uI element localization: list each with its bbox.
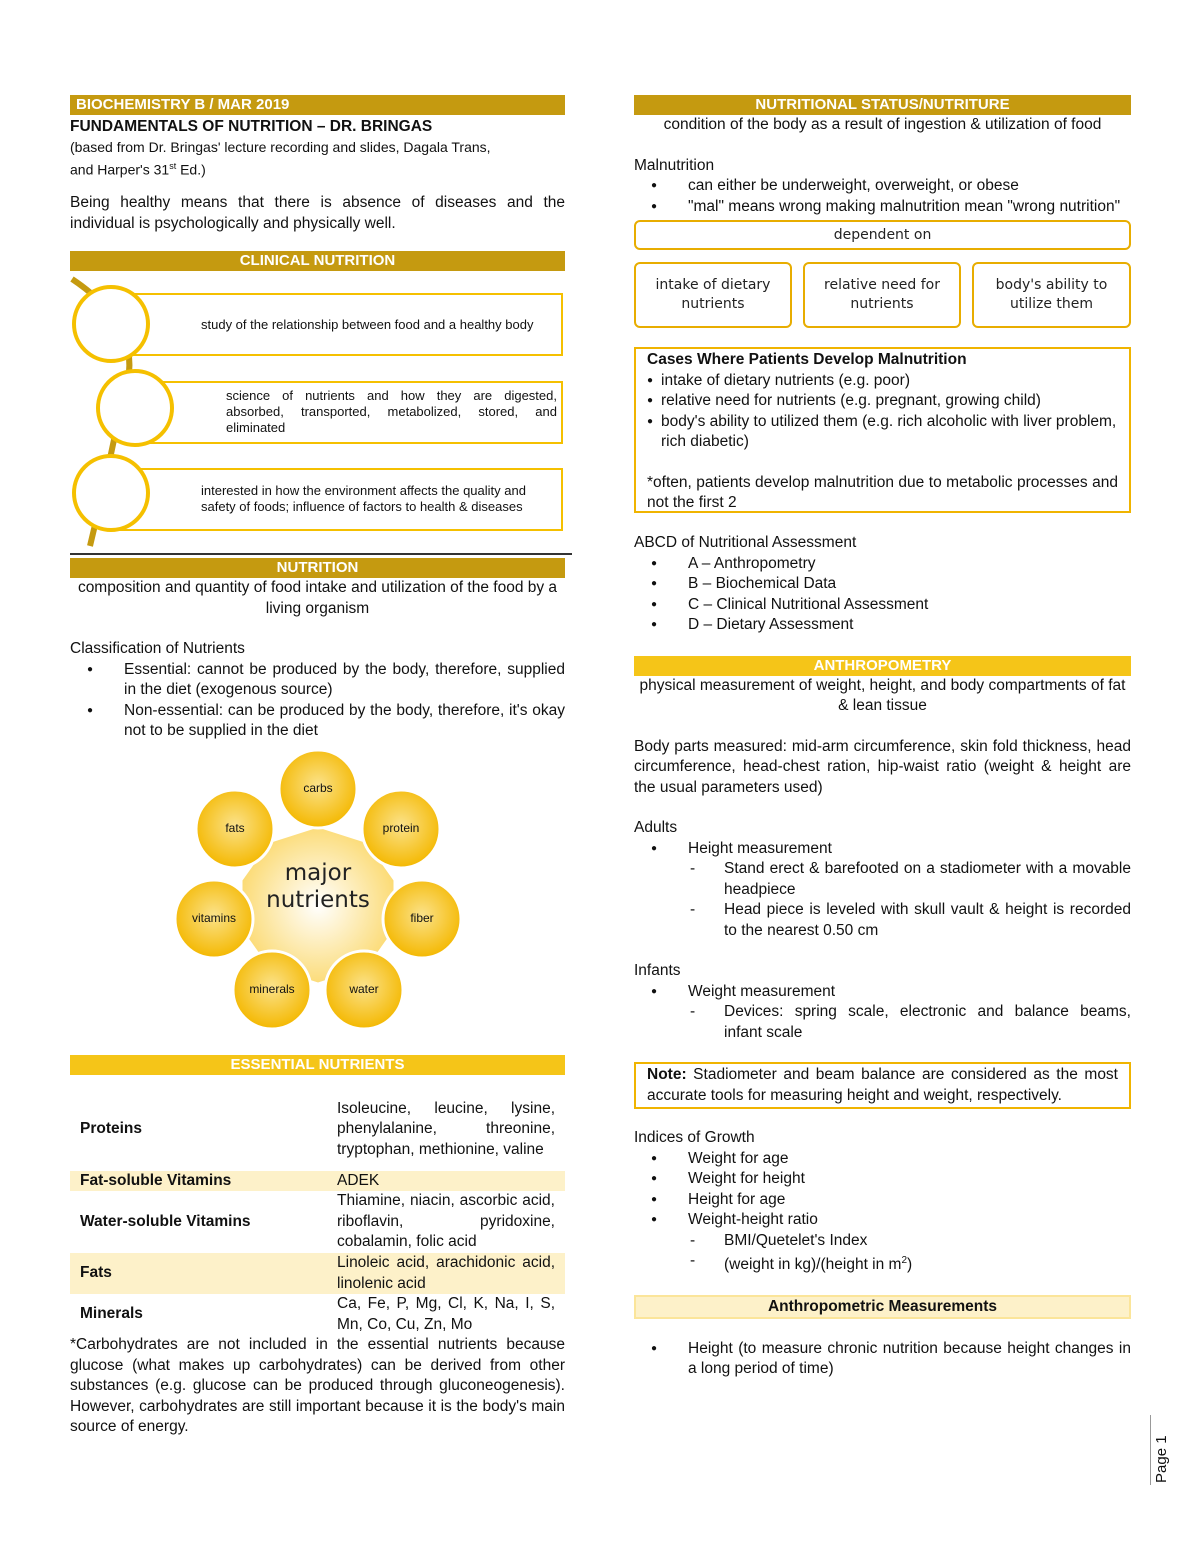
clinical-nutrition-header: CLINICAL NUTRITION	[70, 251, 565, 271]
adults-subitem: - Stand erect & barefooted on a stadiometer with a movable headpiece	[634, 859, 1131, 900]
bmi-formula: (weight in kg)/(height in m	[724, 1256, 902, 1274]
malnutrition-point: ● "mal" means wrong making malnutrition mean "wrong nutrition"	[634, 197, 1131, 218]
class-essential: ● Essential: cannot be produced by the body, therefore, supplied in the diet (exogenous source)	[70, 660, 565, 701]
case-item-text: body's ability to utilized them (e.g. rich alcoholic with liver problem, rich diabetic)	[661, 412, 1117, 450]
table-row	[70, 1171, 565, 1192]
major-nutrients-center: major nutrients	[266, 859, 370, 913]
malnutrition-label: Malnutrition	[634, 156, 715, 174]
petal-carbs: carbs	[303, 780, 333, 795]
note-label: Note:	[647, 1066, 687, 1083]
petal-fats: fats	[225, 820, 245, 835]
row-name: Water-soluble Vitamins	[80, 1212, 251, 1230]
case-item: ● relative need for nutrients (e.g. pregnant, growing child)	[647, 392, 1041, 409]
row-name: Proteins	[80, 1120, 143, 1138]
note-body: Stadiometer and beam balance are considered as the most accurate tools for measuring height and weight, respectively.	[647, 1066, 1118, 1104]
infants-sublist	[634, 1002, 1131, 1043]
infants-label: Infants	[634, 962, 681, 979]
abcd-item: ● B – Biochemical Data	[634, 574, 1131, 595]
cases-note: *often, patients develop malnutrition due to metabolic processes and not the first 2	[647, 473, 1118, 511]
classification-list	[70, 660, 565, 742]
adults-item: ● Height measurement	[634, 839, 1131, 860]
nutrition-definition: composition and quantity of food intake and utilization of the food by a living organism	[77, 579, 558, 617]
clinical-nutrition-diagram	[70, 271, 565, 561]
bmi-formula-end: )	[907, 1256, 913, 1274]
essential-nutrients-table	[70, 1089, 565, 1336]
page-number: Page 1	[1153, 1435, 1170, 1483]
row-name: Fats	[70, 1253, 327, 1294]
anthropometric-measurements-header: Anthropometric Measurements	[634, 1295, 1131, 1319]
case-item-text: relative need for nutrients (e.g. pregnant, growing child)	[661, 392, 1041, 409]
essential-nutrients-header: ESSENTIAL NUTRIENTS	[70, 1055, 565, 1075]
adults-list	[634, 839, 1131, 860]
factor-ability: body's ability to utilize them	[972, 262, 1131, 328]
indices-item: ● Weight for age	[634, 1149, 1131, 1170]
left-column	[70, 95, 565, 1438]
adults-subitem: - Head piece is leveled with skull vault & height is recorded to the nearest 0.50 cm	[634, 900, 1131, 941]
source-line-2-end: Ed.)	[176, 161, 206, 178]
anthropometry-header: ANTHROPOMETRY	[634, 656, 1131, 676]
case-item-text: intake of dietary nutrients (e.g. poor)	[661, 371, 910, 389]
malnutrition-cases-box	[634, 347, 1131, 513]
clinical-item-2: science of nutrients and how they are digested, absorbed, transported, metabolized, stored, and eliminated	[128, 381, 563, 444]
source-line	[70, 138, 565, 180]
cases-title: Cases Where Patients Develop Malnutrition	[647, 351, 967, 368]
document-title: FUNDAMENTALS OF NUTRITION – DR. BRINGAS	[70, 118, 433, 135]
factor-intake: intake of dietary nutrients	[634, 262, 792, 328]
row-value: ADEK	[327, 1171, 565, 1192]
dependent-on-diagram	[634, 220, 1131, 332]
indices-list	[634, 1149, 1131, 1231]
row-value: Ca, Fe, P, Mg, Cl, K, Na, I, S, Mn, Co, Cu, Zn, Mo	[337, 1295, 555, 1333]
malnutrition-points	[634, 176, 1131, 217]
indices-item: ● Weight-height ratio	[634, 1210, 1131, 1231]
petal-fiber: fiber	[410, 910, 434, 925]
bmi-formula-sup: 2	[901, 1255, 908, 1266]
abcd-label: ABCD of Nutritional Assessment	[634, 534, 857, 551]
clinical-item-3: interested in how the environment affects the quality and safety of foods; influence of factors to health & diseases	[115, 468, 563, 531]
table-row	[70, 1191, 565, 1253]
carbohydrate-footnote: *Carbohydrates are not included in the essential nutrients because glucose (what makes up carbohydrates) can be derived from other substances (e.g. glucose can be produced through gluconeogenesis). However, carbohydrates are still important because it is the body's main source of energy.	[70, 1336, 565, 1436]
infants-item: ● Weight measurement	[634, 982, 1131, 1003]
petal-protein: protein	[382, 820, 420, 835]
anthropometry-definition: physical measurement of weight, height, and body compartments of fat & lean tissue	[639, 676, 1126, 714]
dependent-on-box: dependent on	[634, 220, 1131, 250]
petal-vitamins: vitamins	[191, 910, 236, 925]
indices-label: Indices of Growth	[634, 1129, 755, 1146]
row-name: Fat-soluble Vitamins	[70, 1171, 327, 1192]
table-row	[70, 1089, 565, 1171]
indices-subitem	[634, 1251, 1131, 1276]
case-item: ● body's ability to utilized them (e.g. rich alcoholic with liver problem, rich diabetic)	[647, 412, 1117, 450]
note-text	[647, 1065, 1118, 1106]
row-value: Thiamine, niacin, ascorbic acid, riboflavin, pyridoxine, cobalamin, folic acid	[337, 1192, 555, 1251]
indices-item: ● Weight for height	[634, 1169, 1131, 1190]
row-name: Minerals	[80, 1305, 143, 1323]
nutrition-header: NUTRITION	[70, 558, 565, 578]
page-number-area	[1150, 1415, 1191, 1485]
infants-list	[634, 982, 1131, 1003]
nutritional-status-header: NUTRITIONAL STATUS/NUTRITURE	[634, 95, 1131, 115]
factor-need: relative need for nutrients	[803, 262, 961, 328]
adults-label: Adults	[634, 819, 678, 836]
indices-item: ● Height for age	[634, 1190, 1131, 1211]
step-circle-1	[72, 285, 150, 363]
indices-sublist	[634, 1231, 1131, 1276]
step-circle-2	[96, 369, 174, 447]
malnutrition-point: ● can either be underweight, overweight, or obese	[634, 176, 1131, 197]
classification-label: Classification of Nutrients	[70, 640, 245, 658]
abcd-item: ● D – Dietary Assessment	[634, 615, 1131, 636]
table-row	[70, 1294, 565, 1335]
intro-paragraph: Being healthy means that there is absence of diseases and the individual is psychologically and physically well.	[70, 194, 565, 232]
case-item: ● intake of dietary nutrients (e.g. poor)	[647, 371, 910, 389]
source-sup: st	[169, 160, 177, 171]
adults-sublist	[634, 859, 1131, 941]
table-row	[70, 1253, 565, 1294]
abcd-item: ● C – Clinical Nutritional Assessment	[634, 595, 1131, 616]
measurement-item: ● Height (to measure chronic nutrition because height changes in a long period of time)	[634, 1339, 1131, 1380]
clinical-item-1: study of the relationship between food and a healthy body	[115, 293, 563, 356]
abcd-list	[634, 554, 1131, 636]
course-header: BIOCHEMISTRY B / MAR 2019	[70, 95, 565, 115]
note-box	[634, 1062, 1131, 1109]
source-line-1: (based from Dr. Bringas' lecture recording and slides, Dagala Trans,	[70, 138, 491, 155]
source-line-2: and Harper's 31	[70, 161, 170, 178]
abcd-item: ● A – Anthropometry	[634, 554, 1131, 575]
body-parts-measured: Body parts measured: mid-arm circumference, skin fold thickness, head circumference, head-chest ration, hip-waist ratio (weight & height are the usual parameters used)	[634, 737, 1131, 796]
infants-subitem: - Devices: spring scale, electronic and balance beams, infant scale	[634, 1002, 1131, 1043]
major-nutrients-diagram	[70, 750, 565, 1050]
indices-subitem: - BMI/Quetelet's Index	[634, 1231, 1131, 1252]
petal-water: water	[349, 981, 379, 996]
row-value: Isoleucine, leucine, lysine, phenylalanine, threonine, tryptophan, methionine, valine	[337, 1099, 555, 1158]
measurements-list	[634, 1339, 1131, 1380]
step-circle-3	[72, 454, 150, 532]
right-column	[634, 95, 1131, 1380]
row-value: Linoleic acid, arachidonic acid, linolenic acid	[327, 1253, 565, 1294]
class-non-essential: ● Non-essential: can be produced by the body, therefore, it's okay not to be supplied in the diet	[70, 701, 565, 742]
petal-minerals: minerals	[249, 981, 295, 996]
status-definition: condition of the body as a result of ingestion & utilization of food	[663, 116, 1102, 133]
